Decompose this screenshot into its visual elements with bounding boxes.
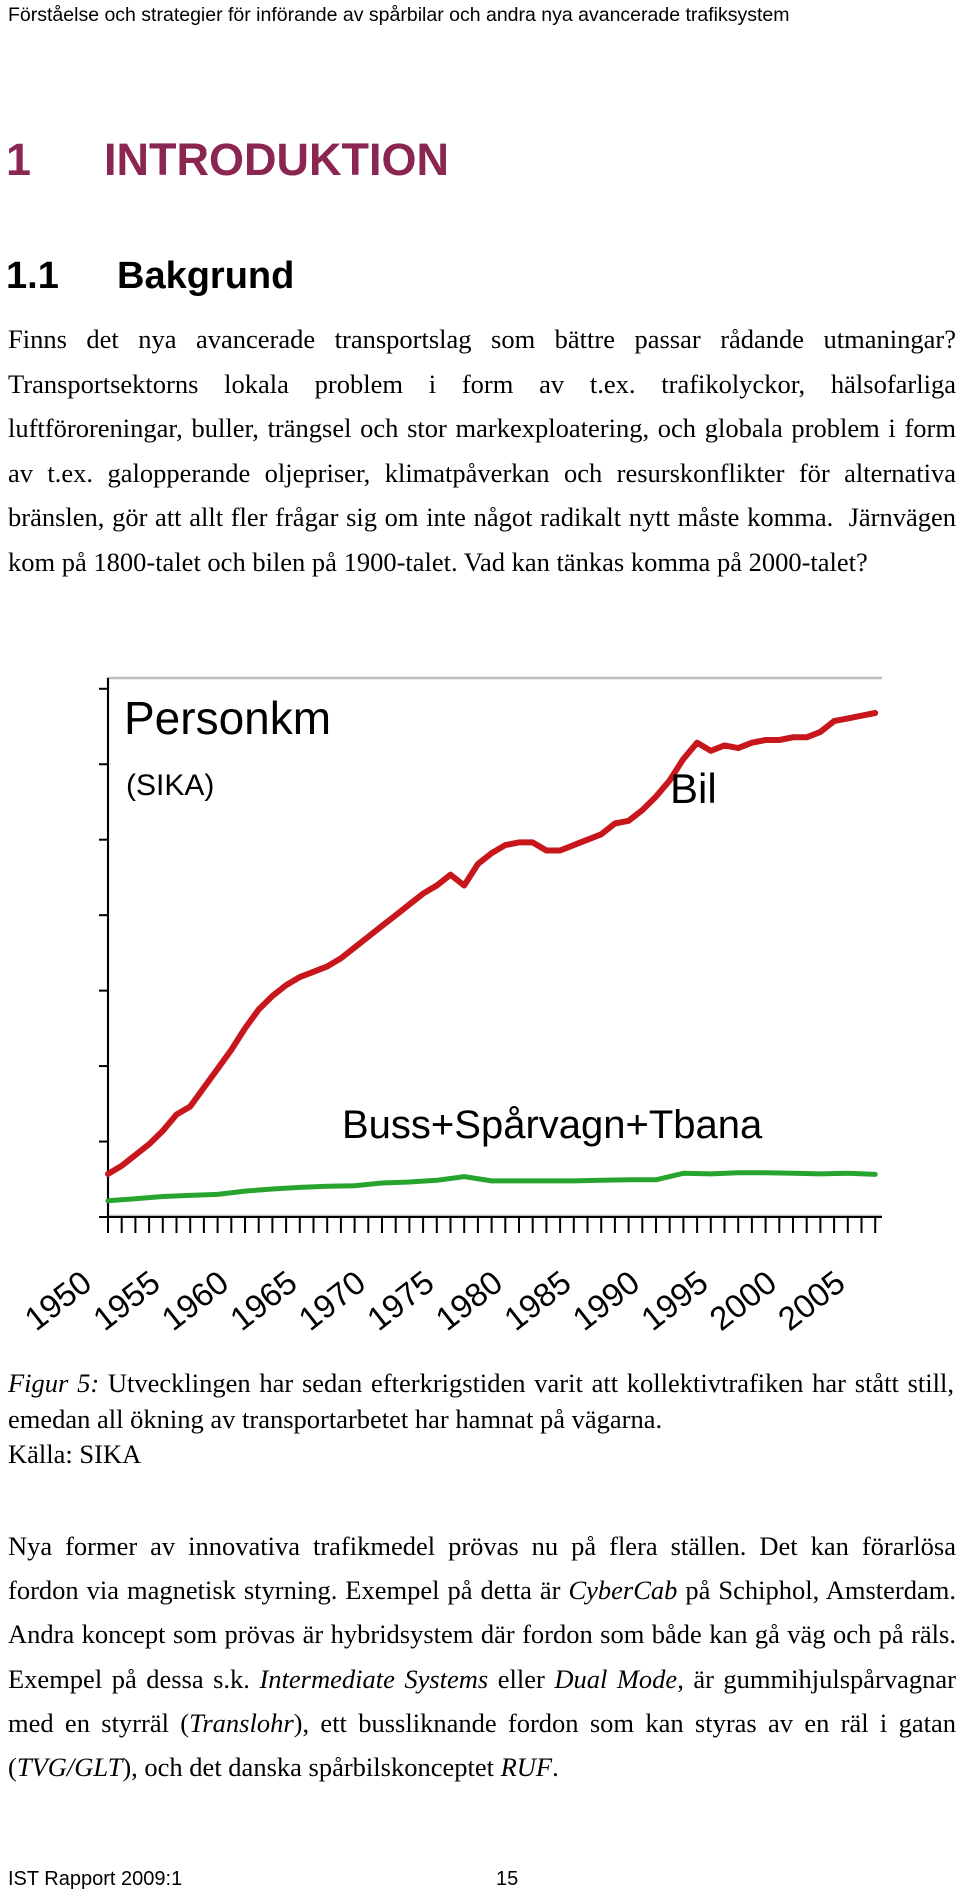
x-tick-label: 1985 <box>497 1263 578 1338</box>
personkm-line-chart <box>12 672 882 1342</box>
intro-paragraph-closing: Järnvägen kom på 1800-talet och bilen på 1900-talet. Vad kan tänkas komma på 2000-talet? <box>8 502 957 577</box>
paragraph-text: , är gummihjulspårvagnar med en styrräl ( <box>8 1663 956 1738</box>
innovation-paragraph <box>8 1524 956 1789</box>
section-title: Bakgrund <box>117 255 295 297</box>
footer-report-id: IST Rapport 2009:1 <box>8 1868 183 1890</box>
term-cybercab: CyberCab <box>568 1575 678 1606</box>
chapter-number: 1 <box>6 134 32 185</box>
x-tick-label: 1960 <box>154 1263 236 1338</box>
figure-caption-text: Utvecklingen har sedan efterkrigstiden varit att kollektivtrafiken har stått still, emedan all ökning av transportarbetet har hamnat på vägarna. <box>8 1368 954 1434</box>
paragraph-text: eller <box>488 1663 555 1694</box>
x-tick-label: 1980 <box>428 1263 510 1338</box>
x-tick-label: 1990 <box>565 1263 647 1338</box>
x-tick-label: 1955 <box>86 1263 167 1338</box>
x-ticks <box>108 1217 882 1233</box>
chart-subtitle: (SIKA) <box>126 769 215 802</box>
chart-title: Personkm <box>124 692 332 744</box>
x-tick-label: 1965 <box>223 1263 304 1338</box>
x-tick-labels <box>18 1263 852 1337</box>
chapter-title: INTRODUKTION <box>104 134 449 185</box>
chapter-heading <box>6 134 449 186</box>
x-tick-label: 2005 <box>771 1263 852 1338</box>
intro-paragraph-text: Finns det nya avancerade transportslag som bättre passar rådande utmaningar? Transportsektorns lokala problem i form av t.ex. trafikolyckor, hälsofarliga luftföroreningar, buller, trängsel och stor markexploatering, och globala problem i form av t.ex. galopperande oljepriser, klimatpåverkan och resurskonflikter för alternativa bränslen, gör att allt fler frågar sig om inte något radikalt nytt måste komma. <box>8 324 956 532</box>
series-label-bil: Bil <box>670 765 717 812</box>
x-tick-label: 1970 <box>291 1263 373 1338</box>
section-number: 1.1 <box>6 255 59 297</box>
figure-source: Källa: SIKA <box>8 1439 142 1469</box>
figure-label: Figur 5: <box>8 1368 100 1398</box>
x-tick-label: 1950 <box>17 1263 99 1338</box>
term-tvg-glt: TVG/GLT <box>16 1752 123 1783</box>
paragraph-text: . <box>552 1752 559 1783</box>
term-ruf: RUF <box>500 1752 553 1783</box>
figure-caption <box>8 1366 954 1473</box>
running-header: Förståelse och strategier för införande av spårbilar och andra nya avancerade trafiksystem <box>8 4 790 26</box>
section-heading <box>6 255 294 298</box>
term-dual-mode: Dual Mode <box>554 1663 678 1694</box>
paragraph-text: ), ett bussliknande fordon som kan styras av en räl i gatan ( <box>8 1707 956 1783</box>
series-label-kollektiv: Buss+Spårvagn+Tbana <box>342 1103 763 1147</box>
intro-paragraph <box>8 317 956 584</box>
page-number: 15 <box>496 1868 519 1890</box>
y-ticks <box>99 689 108 1217</box>
paragraph-text: ), och det danska spårbilskonceptet <box>122 1752 501 1783</box>
x-tick-label: 1995 <box>634 1263 715 1338</box>
term-translohr: Translohr <box>189 1707 294 1738</box>
figure-5-chart <box>12 672 882 1342</box>
paragraph-text: Nya former av innovativa trafikmedel prövas nu på flera ställen. Det kan förarlösa fordon via magnetisk styrning. Exempel på detta är <box>8 1531 956 1606</box>
term-intermediate-systems: Intermediate Systems <box>259 1663 489 1694</box>
x-tick-label: 2000 <box>702 1263 784 1338</box>
x-tick-label: 1975 <box>360 1263 441 1338</box>
paragraph-text: på Schiphol, Amsterdam. Andra koncept som prövas är hybridsystem där fordon som både kan gå väg och på räls. Exempel på dessa s.k. <box>8 1575 956 1694</box>
